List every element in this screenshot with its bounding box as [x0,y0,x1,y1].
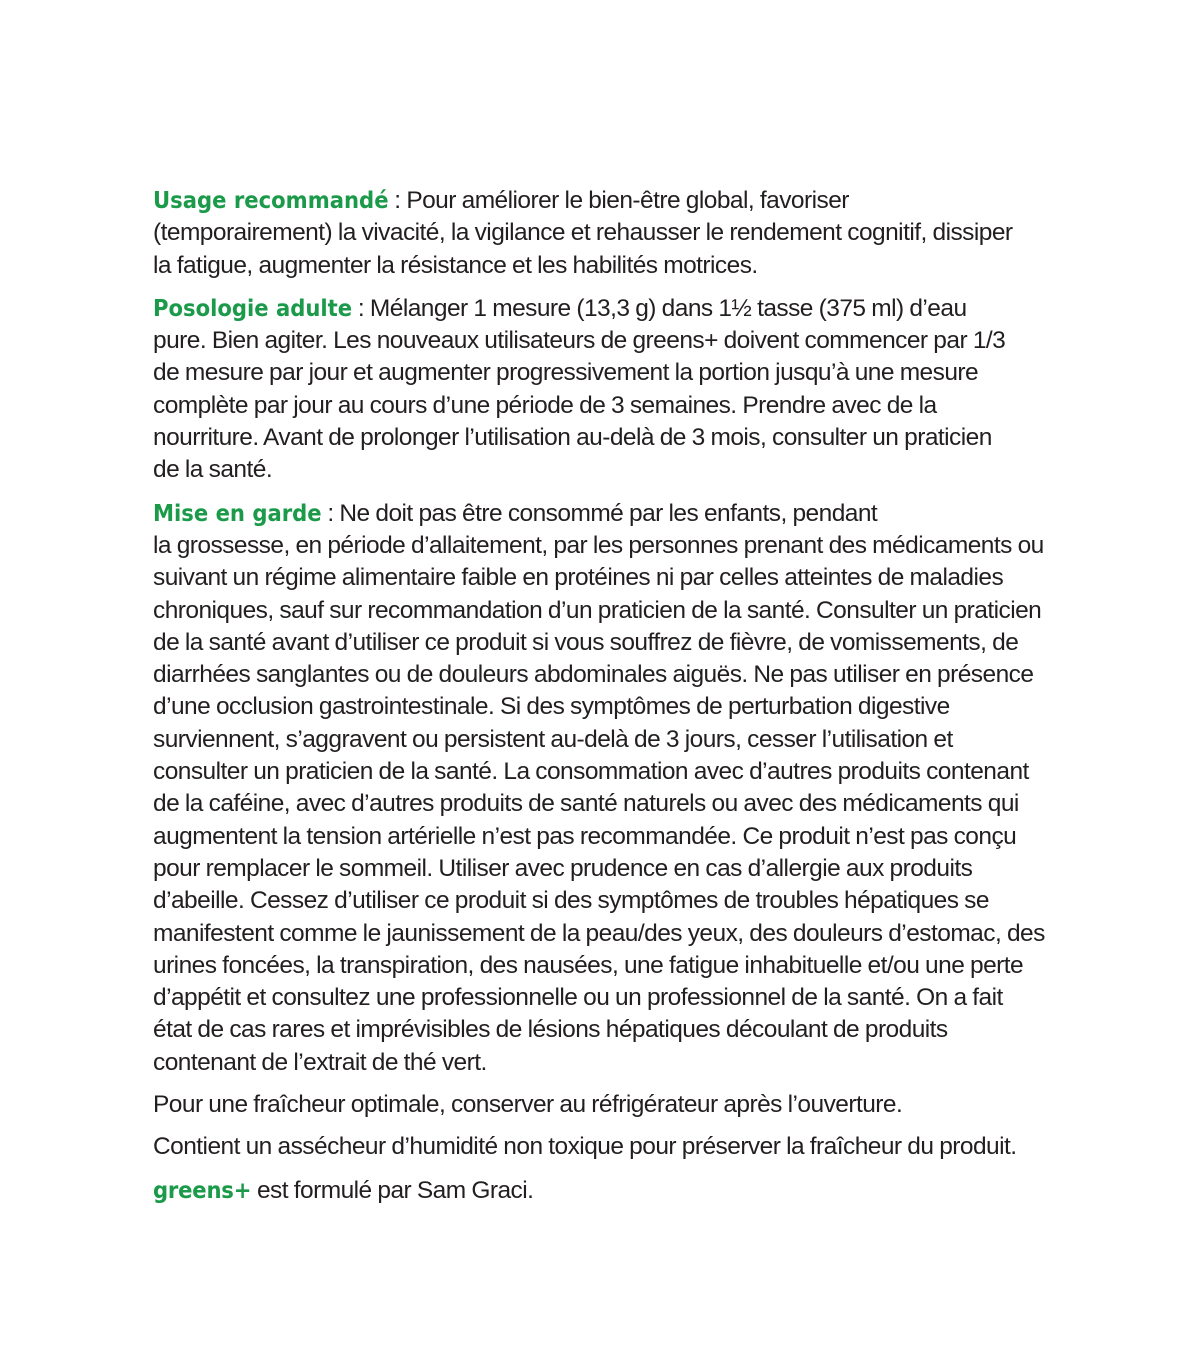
usage-heading: Usage recommandé [153,186,389,214]
desiccant-text: Contient un assécheur d’humidité non toxique pour préserver la fraîcheur du produit. [153,1133,1017,1161]
usage-text: : Pour améliorer le bien-être global, favoriser (temporairement) la vivacité, la vigilance et rehausser le rendement cognitif, dissiper la fatigue, augmenter la résistance et les habilités motrices. [153,187,1013,279]
desiccant-paragraph [153,1131,1053,1163]
label-text-document [153,184,1053,1217]
dosage-heading: Posologie adulte [153,293,353,322]
dosage-text: : Mélanger 1 mesure (13,3 g) dans 1½ tasse (375 ml) d’eau pure. Bien agiter. Les nouveaux utilisateurs de greens+ doivent commencer par 1/3 de mesure par jour et augmenter progressivement la portion jusqu’à une mesure complète par jour au cours d’une période de 3 semaines. Prendre avec de la nourriture. Avant de prolonger l’utilisation au-delà de 3 mois, consulter un praticien de la santé. [153,294,1006,484]
brand-name: greens+ [153,1175,252,1204]
dosage-paragraph [153,292,1053,487]
formulator-text: est formulé par Sam Graci. [251,1176,534,1204]
warning-paragraph [153,497,1053,1079]
storage-text: Pour une fraîcheur optimale, conserver au réfrigérateur après l’ouverture. [153,1091,903,1119]
usage-paragraph [153,184,1053,282]
formulator-paragraph [153,1174,1053,1207]
storage-paragraph [153,1089,1053,1121]
warning-heading: Mise en garde [153,498,322,527]
warning-text: : Ne doit pas être consommé par les enfants, pendant la grossesse, en période d’allaitement, par les personnes prenant des médicaments ou suivant un régime alimentaire faible en protéines ni par celles atteintes de maladies chroniques, sauf sur recommandation d’un praticien de la santé. Consulter un praticien de la santé avant d’utiliser ce produit si vous souffrez de fièvre, de vomissements, de diarrhées sanglantes ou de douleurs abdominales aiguës. Ne pas utiliser en présence d’une occlusion gastrointestinale. Si des symptômes de perturbation digestive surviennent, s’aggravent ou persistent au-delà de 3 jours, cesser l’utilisation et consulter un praticien de la santé. La consommation avec d’autres produits contenant de la caféine, avec d’autres produits de santé naturels ou avec des médicaments qui augmentent la tension artérielle n’est pas recommandée. Ce produit n’est pas conçu pour remplacer le sommeil. Utiliser avec prudence en cas d’allergie aux produits d’abeille. Cessez d’utiliser ce produit si des symptômes de troubles hépatiques se manifestent comme le jaunissement de la peau/des yeux, des douleurs d’estomac, des urines foncées, la transpiration, des nausées, une fatigue inhabituelle et/ou une perte d’appétit et consultez une professionnelle ou un professionnel de la santé. On a fait état de cas rares et imprévisibles de lésions hépatiques découlant de produits contenant de l’extrait de thé vert. [153,499,1045,1076]
